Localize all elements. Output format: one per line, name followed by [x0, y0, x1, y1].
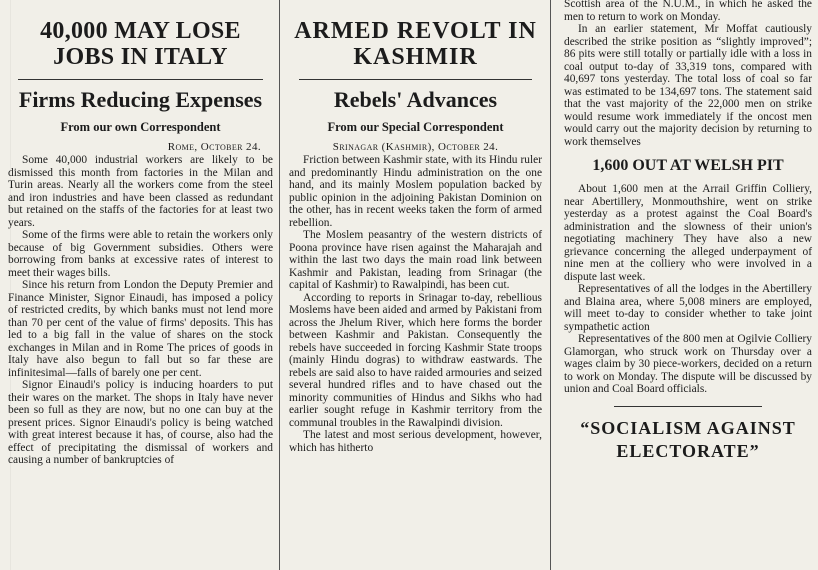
- paragraph: Some of the firms were able to retain the workers only because of big Government subsidies. Others were borrowing from banks at excessive rates of interest to meet their wages bills.: [8, 229, 273, 279]
- continued-paragraph: In an earlier statement, Mr Moffat cautiously described the strike position as “slightly improved”; 86 pits were still totally or partially idle with a loss in coal output to-day of 33,319 tons, compared with 40,697 tons yesterday. The total loss of coal so far was estimated to be 134,697 tons. The statement said that the vast majority of the 22,000 men on strike would resume work immediately if the oncost men would carry out the majority decision by returning to work themselves: [564, 23, 812, 148]
- continued-paragraph: Scottish area of the N.U.M., in which he asked the men to return to work on Monday.: [564, 0, 812, 23]
- dateline-place: Rome,: [167, 141, 198, 153]
- article-kashmir-revolt: [281, 0, 551, 570]
- paragraph: The Moslem peasantry of the western districts of Poona province have risen against the Maharajah and within the last two days the main road link between Kashmir and Pakistan, leading from Srinagar (the capital of Kashmir) to Rawalpindi, has been cut.: [289, 229, 542, 291]
- dateline-date: October 24.: [200, 141, 261, 153]
- paragraph: Since his return from London the Deputy Premier and Finance Minister, Signor Einaudi, has imposed a policy of restricted credits, by which banks must not lend more than 70 per cent of the value of firms' deposits. This has led to a big fall in the value of shares on the stock exchanges in Milan and in Rome The prices of goods in Italy have also begun to fall but so far these are infinitesimal—falls of barely one per cent.: [8, 279, 273, 379]
- paragraph: Signor Einaudi's policy is inducing hoarders to put their wares on the market. The shops in Italy have never been so full as they are now, but no one can buy at the present prices. Signor Einaudi's policy is being watched with great interest because it has, of course, also had the effect of precipitating the dismissal of workers and causing a number of bankruptcies of: [8, 379, 273, 466]
- headline-italy: 40,000 MAY LOSE JOBS IN ITALY: [40, 18, 241, 70]
- headline-kashmir: ARMED REVOLT IN KASHMIR: [294, 18, 537, 70]
- dateline-date: October 24.: [437, 141, 499, 153]
- byline-kashmir: From our Special Correspondent: [327, 120, 504, 134]
- paragraph: According to reports in Srinagar to-day, rebellious Moslems have been aided and armed by Pakistani from across the Jhelum River, which here forms the border between Kashmir and Pakistan. Consequently the rebels have succeeded in forcing Kashmir State troops (mainly Hindu dogras) to withdraw eastwards. The rebels are said also to have raided armouries and seized several hundred rifles and to have chased out the minority communities of Hindus and Sikhs who had earlier sought refuge in Kashmir territory from the communal troubles in the Rawalpindi division.: [289, 291, 542, 429]
- headline-welsh-pit: 1,600 OUT AT WELSH PIT: [592, 157, 784, 174]
- paragraph: Friction between Kashmir state, with its Hindu ruler and predominantly Hindu administration on the one hand, and its mainly Moslem population backed by public opinion in the adjoining Pakistan Dominion on the other, has in recent weeks taken the form of armed rebellion.: [289, 154, 542, 229]
- dateline-kashmir: [289, 140, 542, 154]
- headline-divider: [18, 79, 263, 80]
- paragraph: Representatives of the 800 men at Ogilvie Colliery Glamorgan, who struck work on Thursday over a wages claim by 30 piece-workers, decided on a return to work on Monday. The dispute will be discussed by union and Coal Board officials.: [564, 333, 812, 395]
- article-italy-jobs: [0, 0, 280, 570]
- headline-divider: [299, 79, 532, 80]
- article-divider: [614, 406, 762, 407]
- dateline-place: Srinagar (Kashmir),: [332, 141, 435, 153]
- subhead-italy: Firms Reducing Expenses: [18, 87, 263, 112]
- dateline-italy: [8, 140, 261, 154]
- paragraph: Representatives of all the lodges in the Abertillery and Blaina area, where 5,008 miners are employed, will meet to-day to consider whether to take joint sympathetic action: [564, 283, 812, 333]
- article-coal-strike: [552, 0, 818, 570]
- paragraph: About 1,600 men at the Arrail Griffin Colliery, near Abertillery, Monmouthshire, went on strike yesterday as a protest against the Coal Board's administration and the slowness of their union's negotiating machinery They have also a new grievance concerning the alleged underpayment of nine men at the colliery who were involved in a dispute last week.: [564, 183, 812, 283]
- subhead-kashmir: Rebels' Advances: [333, 87, 498, 112]
- paragraph: The latest and most serious development, however, which has hitherto: [289, 429, 542, 454]
- headline-socialism: “SOCIALISM AGAINST ELECTORATE”: [580, 417, 796, 461]
- byline-italy: From our own Correspondent: [60, 120, 221, 134]
- paragraph: Some 40,000 industrial workers are likely to be dismissed this month from factories in the Milan and Turin areas. Nearly all the workers come from the steel and iron industries and have been classed as redundant but retained on the staffs of the factories for at least two years.: [8, 154, 273, 229]
